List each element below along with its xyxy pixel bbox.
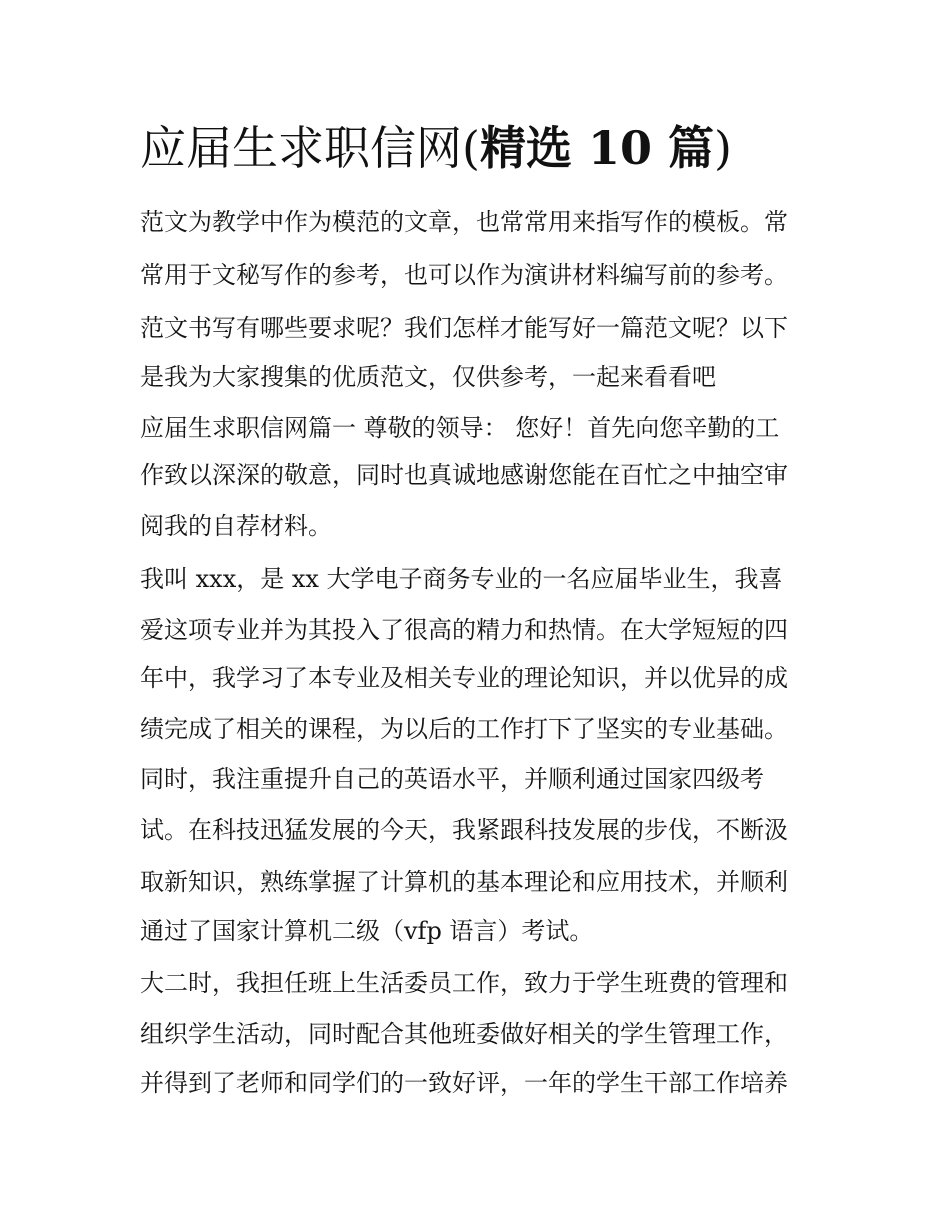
document-title — [140, 118, 732, 178]
text-line-16: 大二时，我担任班上生活委员工作，致力于学生班费的管理和 — [140, 969, 788, 997]
text-line-9: 爱这项专业并为其投入了很高的精力和热情。在大学短短的四 — [140, 616, 788, 644]
text-line-18: 并得到了老师和同学们的一致好评，一年的学生干部工作培养 — [140, 1069, 788, 1097]
text-line-1: 范文为教学中作为模范的文章，也常常用来指写作的模板。常 — [140, 208, 788, 236]
text-line-3: 范文书写有哪些要求呢？我们怎样才能写好一篇范文呢？以下 — [140, 314, 788, 342]
text-line-14: 取新知识，熟练掌握了计算机的基本理论和应用技术，并顺利 — [140, 868, 788, 896]
title-bold: 精选 10 篇 — [479, 121, 714, 175]
text-line-10: 年中，我学习了本专业及相关专业的理论知识，并以优异的成 — [140, 664, 788, 692]
text-line-6: 作致以深深的敬意，同时也真诚地感谢您能在百忙之中抽空审 — [140, 461, 788, 489]
text-line-7: 阅我的自荐材料。 — [140, 512, 332, 540]
title-prefix: 应届生求职信网( — [140, 121, 480, 175]
text-line-15: 通过了国家计算机二级（vfp 语言）考试。 — [140, 917, 594, 945]
text-line-12: 同时，我注重提升自己的英语水平，并顺利通过国家四级考 — [140, 765, 764, 793]
text-line-11: 绩完成了相关的课程，为以后的工作打下了坚实的专业基础。 — [140, 715, 788, 743]
text-line-5: 应届生求职信网篇一 尊敬的领导： 您好！首先向您辛勤的工 — [140, 414, 780, 442]
text-line-4: 是我为大家搜集的优质范文，仅供参考，一起来看看吧 — [140, 363, 716, 391]
text-line-13: 试。在科技迅猛发展的今天，我紧跟科技发展的步伐，不断汲 — [140, 816, 788, 844]
title-suffix: ) — [714, 121, 732, 175]
text-line-2: 常用于文秘写作的参考，也可以作为演讲材料编写前的参考。 — [140, 261, 788, 289]
text-line-8: 我叫 xxx，是 xx 大学电子商务专业的一名应届毕业生，我喜 — [140, 565, 783, 593]
text-line-17: 组织学生活动，同时配合其他班委做好相关的学生管理工作， — [140, 1020, 788, 1048]
